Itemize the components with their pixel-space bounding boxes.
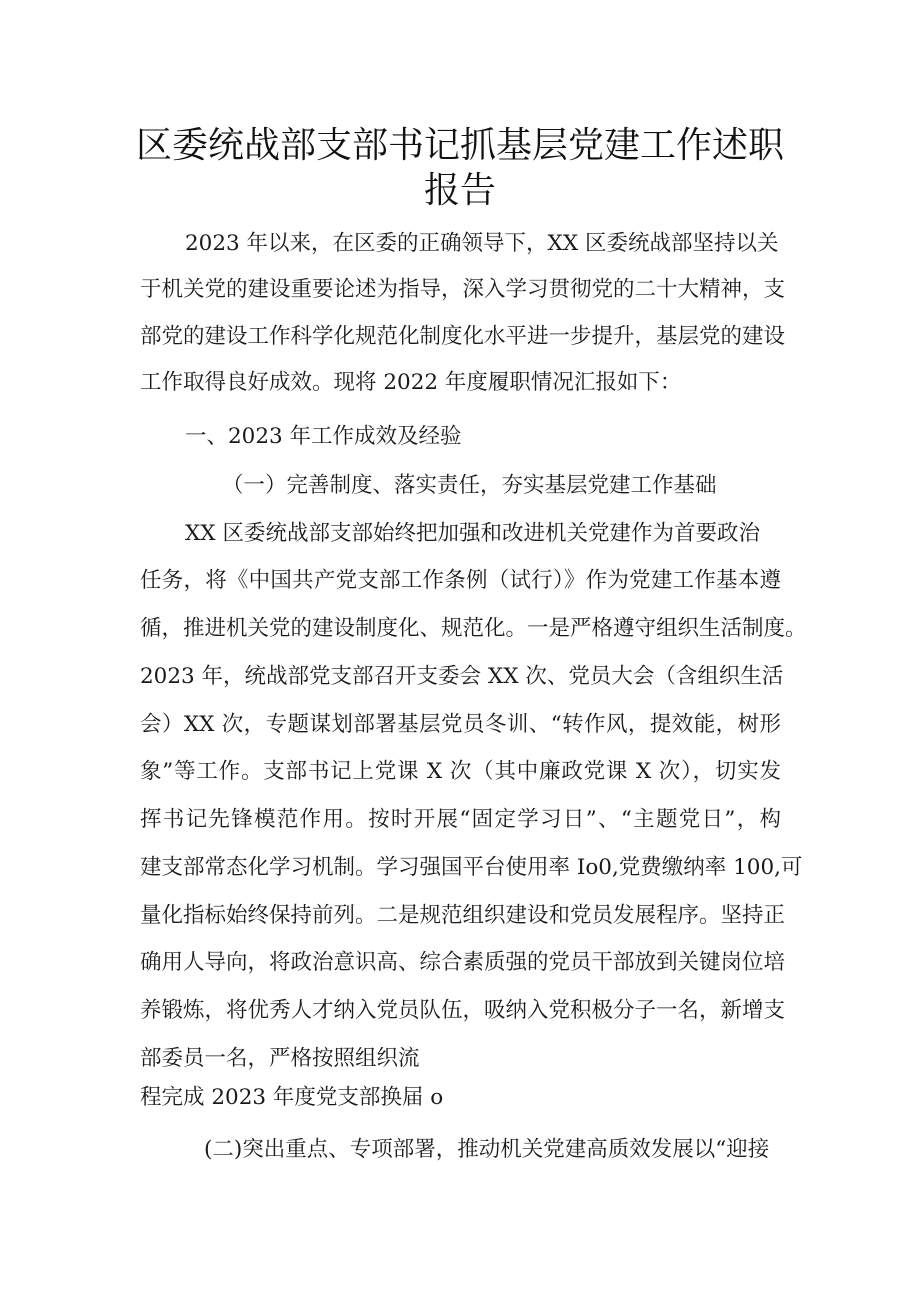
paragraph-2-line-11: 养锻炼，将优秀人才纳入党员队伍，吸纳入党积极分子一名，新增支 xyxy=(140,998,786,1023)
paragraph-2-line-9: 量化指标始终保持前列。二是规范组织建设和党员发展程序。坚持正 xyxy=(140,903,786,928)
paragraph-1-line-2: 于机关党的建设重要论述为指导，深入学习贯彻党的二十大精神，支 xyxy=(140,277,786,302)
paragraph-2-line-1: XX 区委统战部支部始终把加强和改进机关党建作为首要政治 xyxy=(185,521,760,546)
subsection-heading-1: （一）完善制度、落实责任，夯实基层党建工作基础 xyxy=(222,473,717,498)
paragraph-1-line-3: 部党的建设工作科学化规范化制度化水平进一步提升，基层党的建设 xyxy=(140,324,786,349)
section-heading-1: 一、2023 年工作成效及经验 xyxy=(185,424,462,449)
paragraph-2-line-8: 建支部常态化学习机制。学习强国平台使用率 Io0,党费缴纳率 100,可 xyxy=(140,855,803,880)
paragraph-2-line-4: 2023 年，统战部党支部召开支委会 XX 次、党员大会（含组织生活 xyxy=(140,664,784,689)
paragraph-2-line-7: 挥书记先锋模范作用。按时开展“固定学习日”、“主题党日”，构 xyxy=(140,807,781,832)
paragraph-1-line-1: 2023 年以来，在区委的正确领导下，XX 区委统战部坚持以关 xyxy=(185,231,779,256)
paragraph-2-line-6: 象”等工作。支部书记上党课 X 次（其中廉政党课 X 次），切实发 xyxy=(140,759,781,784)
paragraph-2-line-13: 程完成 2023 年度党支部换届 o xyxy=(140,1085,444,1110)
paragraph-2-line-12: 部委员一名，严格按照组织流 xyxy=(140,1046,420,1071)
paragraph-2-line-5: 会）XX 次，专题谋划部署基层党员冬训、“转作风，提效能，树形 xyxy=(140,712,781,737)
paragraph-2-line-2: 任务，将《中国共产党支部工作条例（试行）》作为党建工作基本遵 xyxy=(140,568,781,593)
subsection-heading-2: (二)突出重点、专项部署，推动机关党建高质效发展以“迎接 xyxy=(204,1137,770,1162)
paragraph-2-line-10: 确用人导向，将政治意识高、综合素质强的党员干部放到关键岗位培 xyxy=(140,950,786,975)
document-title-line-1: 区委统战部支部书记抓基层党建工作述职 xyxy=(135,125,784,166)
paragraph-1-line-4: 工作取得良好成效。现将 2022 年度履职情况汇报如下： xyxy=(140,370,682,395)
document-title-line-2: 报告 xyxy=(423,170,496,211)
paragraph-2-line-3: 循，推进机关党的建设制度化、规范化。一是严格遵守组织生活制度。 xyxy=(140,616,807,641)
